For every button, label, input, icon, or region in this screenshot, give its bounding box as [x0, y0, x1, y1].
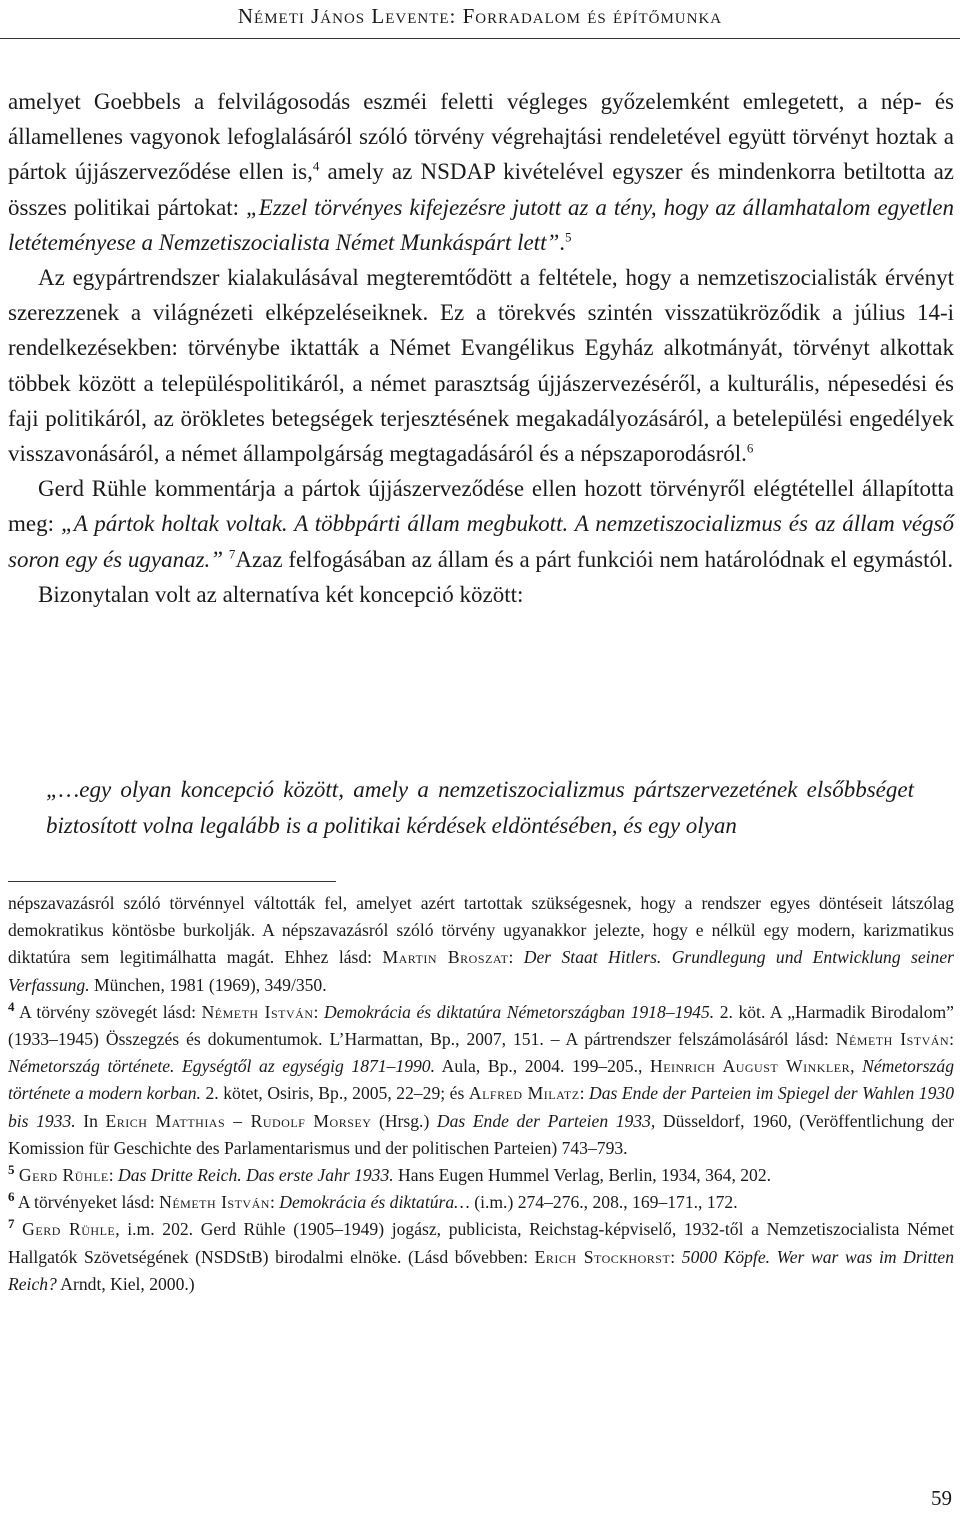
page-number: 59 — [931, 1486, 952, 1510]
text-run: Az egypártrendszer kialakulásával megteremtődött a feltétele, hogy a nemzetiszocialisták érvényt szerezzenek a világnézeti elképzeléseiknek. Ez a törekvés szintén visszatükröződik a július 14-i rendelkezésekben: törvénybe iktatták a Német Evangélikus Egyház alkotmányát, törvényt alkottak többek között a településpolitikáról, a német parasztság újjászervezéséről, a kulturális, népesedési és faji politikáról, az örökletes betegségek terjesztésének megakadályozásáról, a betelepülési engedélyek visszavonásáról, a német állampolgárság megtagadásáról és a népszaporodásról. — [8, 265, 954, 467]
footnote-5: $^5$ Gerd Rühle: Das Dritte Reich. Das erste Jahr 1933. Hans Eugen Hummel Verlag, Berlin, 1934, 364, 202. — [8, 1162, 772, 1186]
author-name: Erich Matthias – Rudolf Morsey — [105, 1110, 372, 1131]
author-name: Németh István — [201, 1001, 314, 1022]
text-run: (i.m.) 274–276., 208., 169–171., 172. — [469, 1192, 738, 1213]
work-title: Demokrácia és diktatúra Németországban 1918–1945. — [323, 1001, 715, 1022]
quote-inline: „A pártok holtak voltak. A többpárti állam megbukott. A nemzetiszocializmus és az állam végső soron egy és ugyanaz.” — [8, 511, 954, 572]
text-run: A törvény szövegét lásd: — [14, 1001, 202, 1022]
text-run: amelyet Goebbels a felvilágosodás eszméi feletti végleges győzelemként emlegetett, a nép- és államellenes vagyonok lefoglalásáról szóló törvény végrehajtási rendeletével együtt törvényt hoztak a pártok újjászerveződése ellen is, — [8, 89, 954, 185]
text-run: Arndt, Kiel, 2000.) — [56, 1273, 195, 1294]
header-rule — [0, 38, 960, 39]
text-run: népszavazásról szóló törvénnyel váltották fel, amelyet azért tartottak szükségesnek, hogy a rendszer egyes döntéseit látszólag demokratikus köntösbe burkolják. A népszavazásról szóló törvény ugyanakkor jelezte, hogy e nélkül egy modern, karizmatikus diktatúra sem legitimálhatta magát. Ehhez lásd: — [8, 893, 954, 968]
text-run: : — [508, 947, 524, 968]
author-name: Martin Broszat — [382, 947, 509, 968]
footnote-ref-6[interactable]: 6 — [746, 440, 754, 456]
footnote-ref-5[interactable]: 5 — [565, 229, 572, 245]
footnote-number: 5 — [8, 1162, 15, 1178]
footnote-4: $^4$ A törvény szövegét lásd: Németh István: Demokrácia és diktatúra Németországban 1918–1945. 2. köt. A „Harmadik Birodalom” (1933–1945) Összegzés és dokumentumok. L’Harmattan, Bp., 2007, 151. – A pártrendszer felszámolásáról lásd: Németh István: Németország története. Egységtől az egységig 1871–1990. Aula, Bp., 2004. 199–205., Heinrich August Winkler, Németország története a modern korban. 2. kötet, Osiris, Bp., 2005, 22–29; és Alfred Milatz: Das Ende der Parteien im Spiegel der Wahlen 1930 bis 1933. In Erich Matthias – Rudolf Morsey (Hrsg.) Das Ende der Parteien 1933, Düsseldorf, 1960, (Veröffentlichung der Komission für Geschichte des Parlamentarismus und der politischen Parteien) 743–793. — [8, 998, 955, 1158]
footnote-number: 4 — [8, 998, 15, 1014]
footnote-7: $^7$ Gerd Rühle, i.m. 202. Gerd Rühle (1905–1949) jogász, publicista, Reichstag-képviselő, 1932-től a Nemzetiszocialista Német Hallgatók Szövetségének (NSDStB) birodalmi elnöke. (Lásd bővebben: Erich Stockhorst: 5000 Köpfe. Wer war was im Dritten Reich? Arndt, Kiel, 2000.) — [8, 1216, 955, 1294]
footnote-ref-7[interactable]: 7 — [228, 545, 236, 561]
footnote-continuation — [8, 890, 954, 999]
footnote-number: 7 — [8, 1216, 15, 1232]
footnote-number: 6 — [8, 1189, 15, 1205]
work-title: Németország története a modern korban. — [8, 1056, 954, 1104]
author-name: Erich Stockhorst — [534, 1246, 671, 1267]
text-run: Hans Eugen Hummel Verlag, Berlin, 1934, 364, 202. — [393, 1165, 772, 1186]
paragraph-1 — [8, 84, 954, 260]
text-run: In — [75, 1110, 106, 1131]
author-name: Németh István — [835, 1029, 950, 1050]
footnote-separator — [8, 881, 336, 882]
text-run: (Hrsg.) — [371, 1110, 437, 1131]
main-text — [8, 84, 954, 612]
text-run: , i.m. 202. Gerd Rühle (1905–1949) jogász, publicista, Reichstag-képviselő, 1932-től a Nemzetiszocialista Német Hallgatók Szövetségének (NSDStB) birodalmi elnöke. (Lásd bővebben: — [8, 1219, 954, 1267]
work-title: Demokrácia és diktatúra… — [279, 1192, 470, 1213]
paragraph-4: Bizonytalan volt az alternatíva két koncepció között: — [38, 581, 524, 607]
block-quote: „…egy olyan koncepció között, amely a nemzetiszocializmus pártszervezetének elsőbbséget biztosított volna legalább is a politikai kérdések eldöntésében, és egy olyan — [46, 777, 914, 838]
text-run: A törvényeket lásd: — [14, 1192, 160, 1213]
footnote-6: $^6$ A törvényeket lásd: Németh István: Demokrácia és diktatúra… (i.m.) 274–276., 208., 169–171., 172. — [8, 1189, 738, 1213]
text-run: München, 1981 (1969), 349/350. — [89, 974, 327, 995]
text-run: Azaz felfogásában az állam és a párt funkciói nem határolódnak el egymástól. — [235, 546, 954, 572]
work-title: Das Dritte Reich. Das erste Jahr 1933. — [118, 1165, 394, 1186]
paragraph-3 — [8, 471, 954, 577]
work-title: 5000 Köpfe. Wer war was im Dritten Reich? — [8, 1246, 955, 1294]
work-title: Németország története. Egységtől az egységig 1871–1990. — [8, 1056, 436, 1077]
author-name: Németh István — [159, 1192, 270, 1213]
text-run: amely az NSDAP kivételével egyszer és mindenkorra betiltotta az összes politikai pártokat: — [8, 159, 954, 220]
work-title: Der Staat Hitlers. Grundlegung und Entwicklung seiner Verfassung. — [8, 947, 954, 995]
text-run: , — [850, 1056, 863, 1077]
work-title: Das Ende der Parteien 1933, — [436, 1110, 656, 1131]
footnotes — [8, 890, 954, 1298]
text-run: Düsseldorf, 1960, (Veröffentlichung der Komission für Geschichte des Parlamentarismus und der politischen Parteien) 743–793. — [8, 1110, 955, 1158]
text-run: Gerd Rühle kommentárja a pártok újjászerveződése ellen hozott törvényről elégtétellel állapította meg: — [8, 476, 954, 537]
paragraph-2 — [8, 260, 954, 471]
author-name: Gerd Rühle — [22, 1219, 116, 1240]
work-title: Das Ende der Parteien im Spiegel der Wahlen 1930 bis 1933. — [8, 1083, 954, 1131]
author-name: Heinrich August Winkler — [649, 1056, 851, 1077]
author-name: Gerd Rühle — [18, 1165, 109, 1186]
text-run: 2. köt. A „Harmadik Birodalom” (1933–1945) Összegzés és dokumentumok. L’Harmattan, Bp., 2007, 151. – A pártrendszer felszámolásáról lásd: — [8, 1001, 954, 1050]
text-run: . — [559, 229, 565, 255]
text-run: Aula, Bp., 2004. 199–205., — [435, 1056, 650, 1077]
author-name: Alfred Milatz — [468, 1083, 580, 1104]
running-header: Németi János Levente: Forradalom és építőmunka — [237, 4, 723, 28]
footnote-ref-4[interactable]: 4 — [312, 158, 320, 174]
quote-inline: „Ezzel törvényes kifejezésre jutott az a tény, hogy az államhatalom egyetlen letéteményese a Nemzetiszocialista Német Munkáspárt lett” — [8, 194, 954, 255]
text-run: 2. kötet, Osiris, Bp., 2005, 22–29; és — [200, 1083, 469, 1104]
